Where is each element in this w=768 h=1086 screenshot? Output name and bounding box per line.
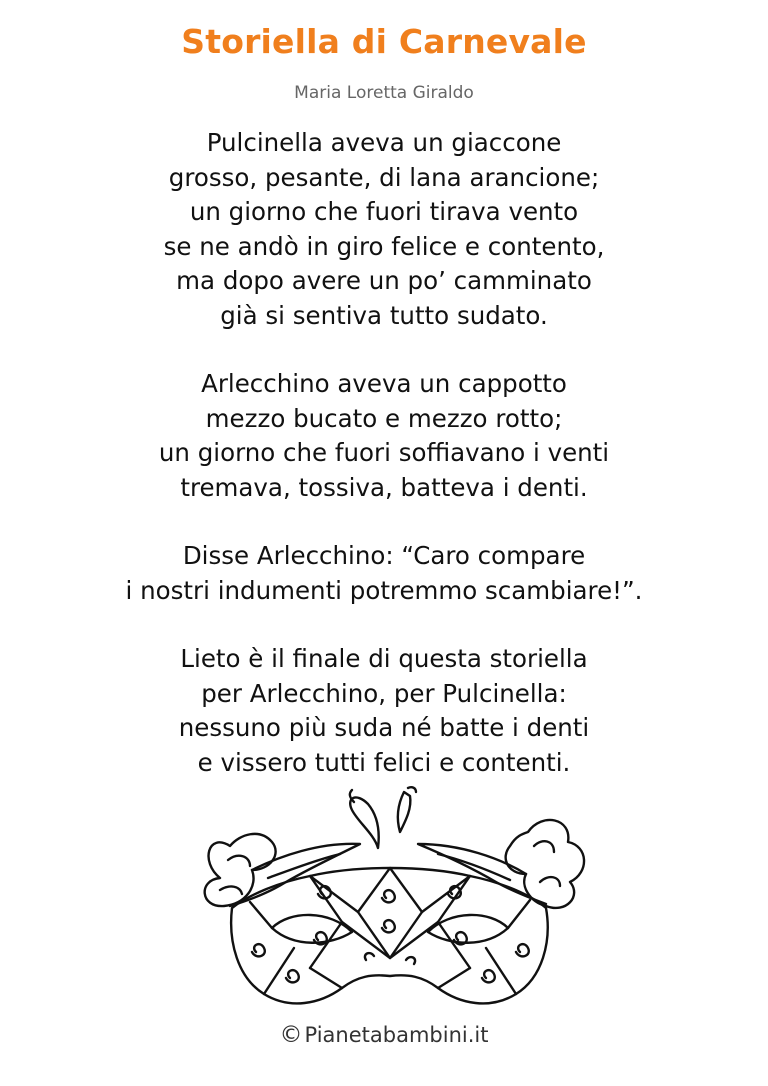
poem-line: per Arlecchino, per Pulcinella: xyxy=(201,678,567,708)
copyright-icon: © xyxy=(279,1022,303,1048)
poem xyxy=(0,126,768,814)
poem-line: Pulcinella aveva un giaccone xyxy=(206,128,562,157)
stanza-4 xyxy=(0,642,768,780)
stanza-2 xyxy=(0,367,768,505)
site-name: Pianetabambini.it xyxy=(304,1023,489,1047)
footer-credit xyxy=(0,1022,768,1048)
poem-line: Lieto è il finale di questa storiella xyxy=(180,644,588,673)
poem-line: Disse Arlecchino: “Caro compare xyxy=(182,541,586,570)
poem-line: grosso, pesante, di lana arancione; xyxy=(168,162,600,192)
page-title: Storiella di Carnevale xyxy=(181,22,587,61)
poem-line: ma dopo avere un po’ camminato xyxy=(176,266,592,295)
poem-line: Arlecchino aveva un cappotto xyxy=(201,369,567,398)
stanza-3 xyxy=(0,539,768,608)
poem-line: e vissero tutti felici e contenti. xyxy=(197,747,571,777)
poem-line: mezzo bucato e mezzo rotto; xyxy=(205,403,563,433)
poem-line: i nostri indumenti potremmo scambiare!”. xyxy=(125,575,643,605)
poem-line: già si sentiva tutto sudato. xyxy=(220,300,548,330)
poem-line: tremava, tossiva, batteva i denti. xyxy=(180,472,588,502)
poem-line: nessuno più suda né batte i denti xyxy=(178,713,590,742)
carnival-mask-icon xyxy=(190,782,590,1022)
poem-line: un giorno che fuori soffiavano i venti xyxy=(158,438,610,467)
poem-line: un giorno che fuori tirava vento xyxy=(189,197,579,226)
stanza-1 xyxy=(0,126,768,333)
poem-line: se ne andò in giro felice e contento, xyxy=(163,231,605,261)
author-name: Maria Loretta Giraldo xyxy=(294,83,474,103)
